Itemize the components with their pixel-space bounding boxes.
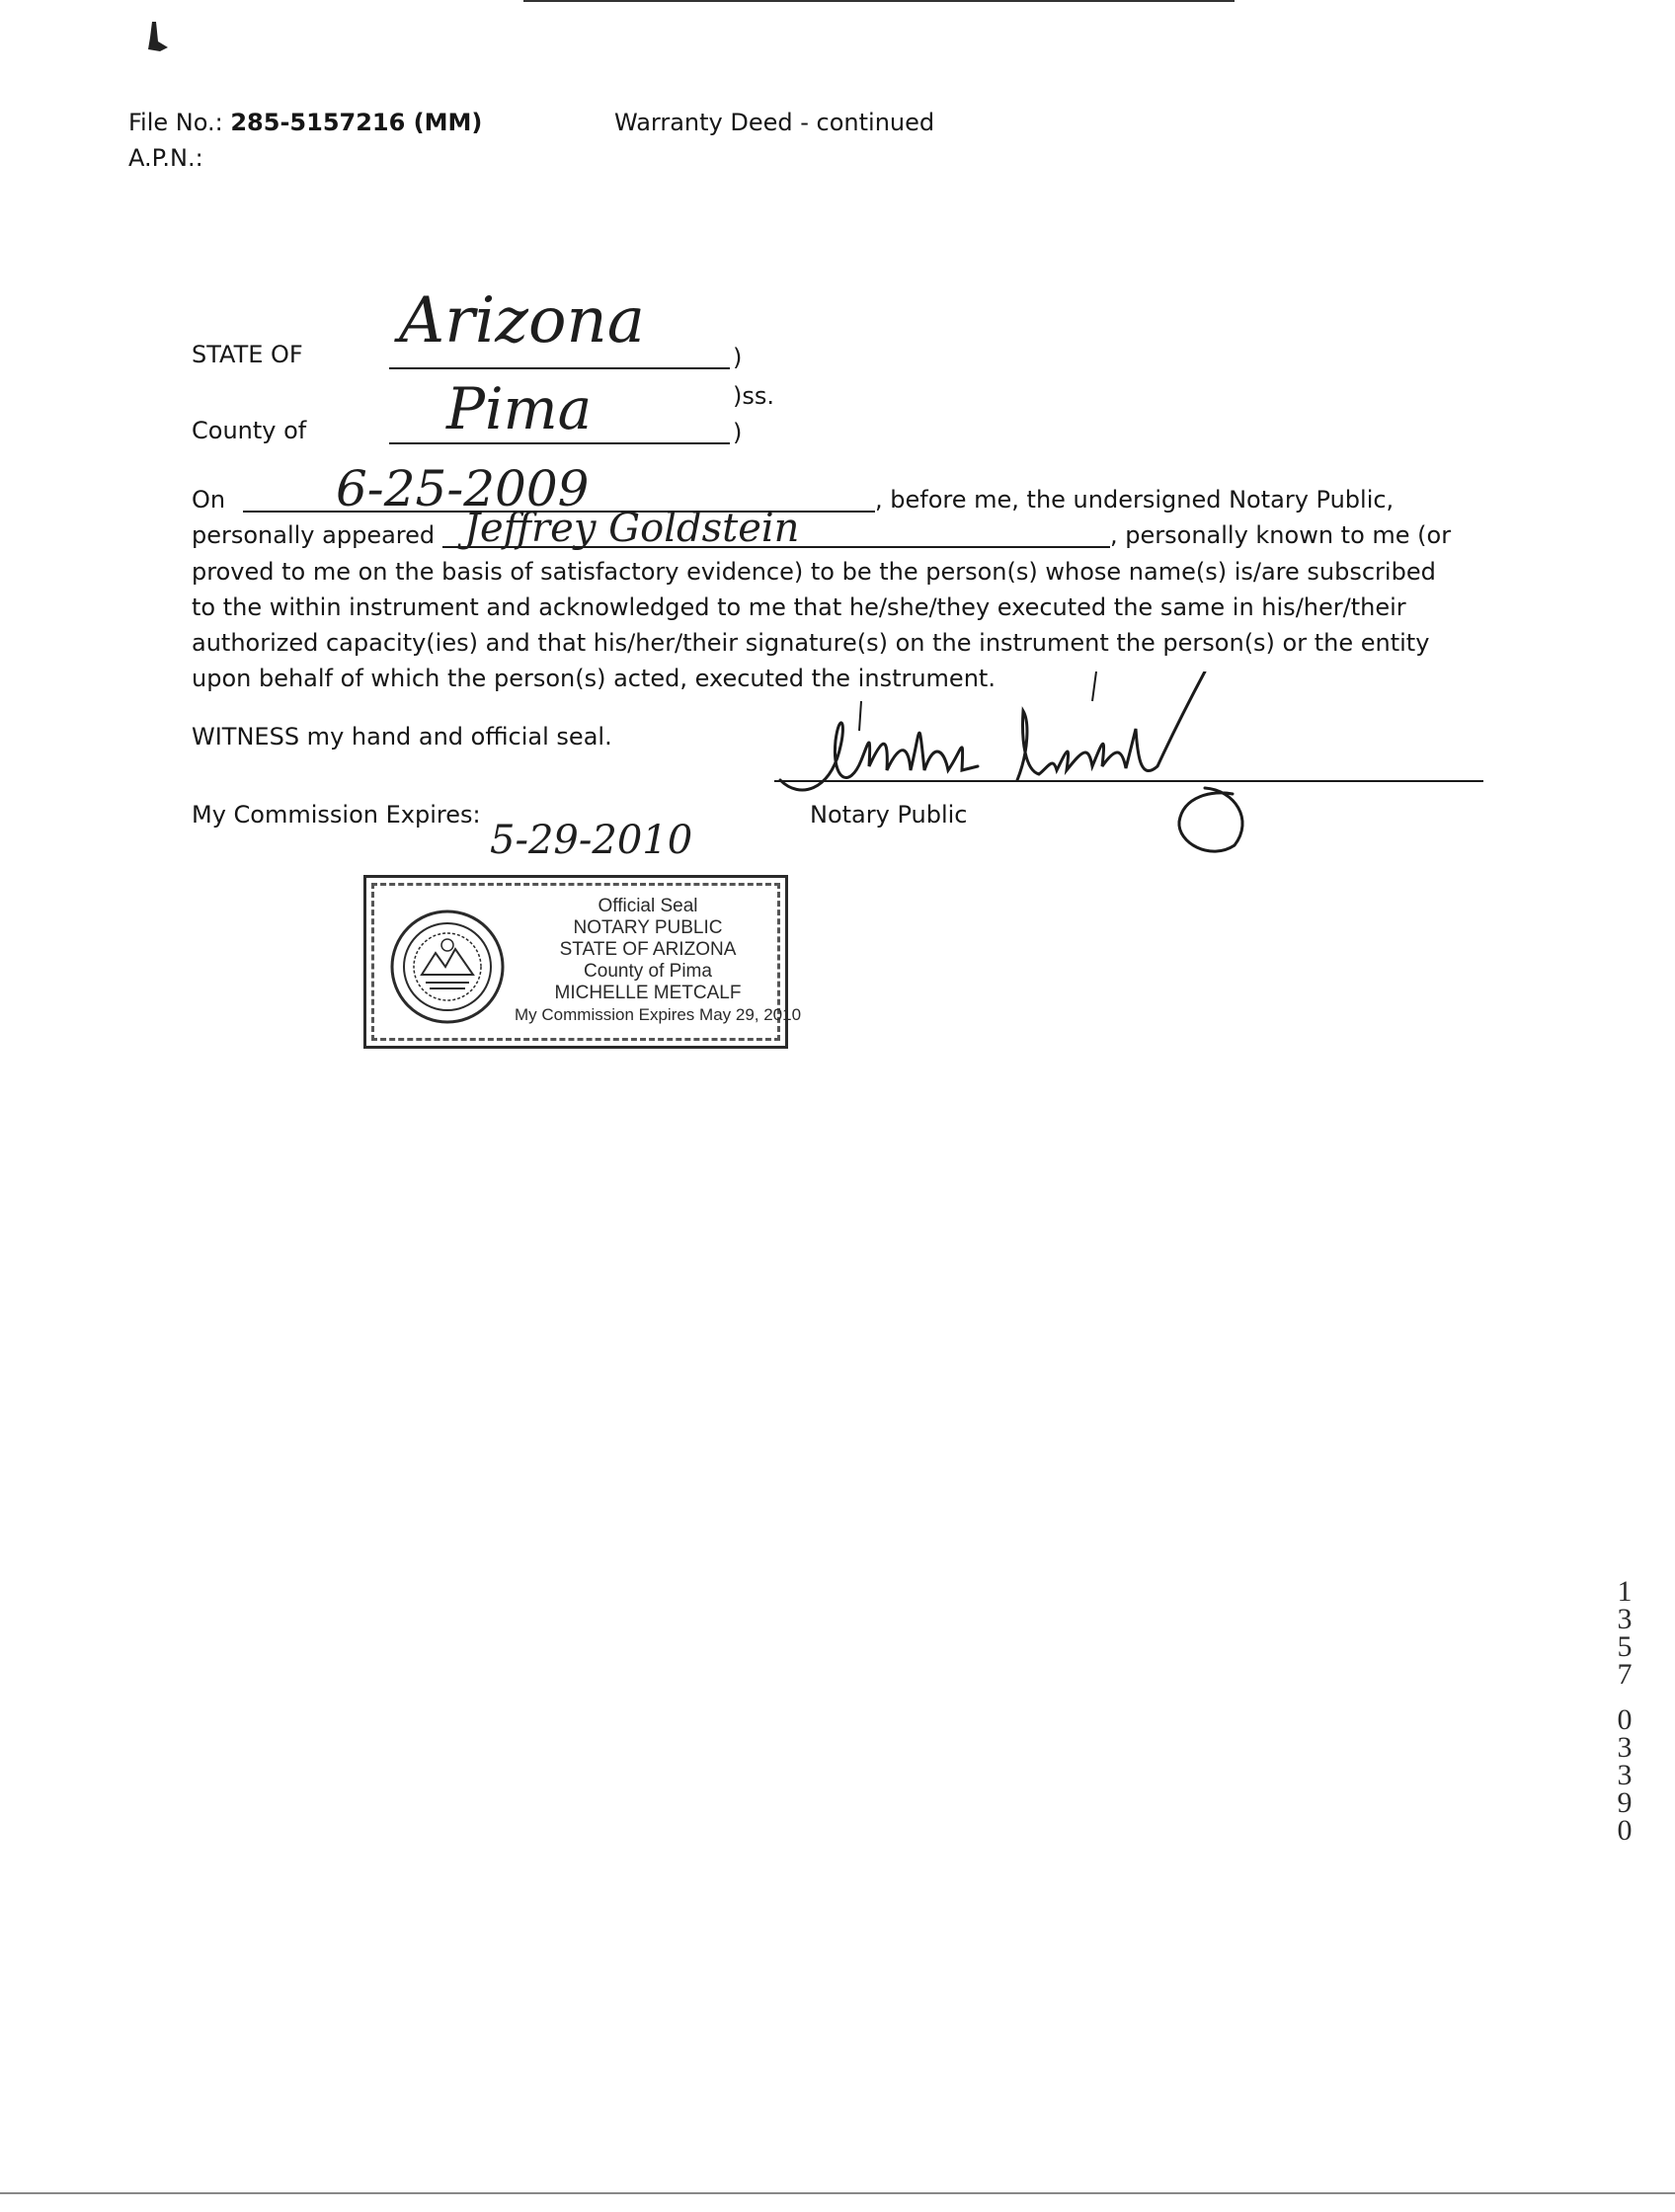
recording-digit: 0 [1617,1703,1633,1736]
file-number-line [128,106,482,139]
county-underline [389,442,730,444]
file-number-value: 285-5157216 (MM) [230,109,483,136]
person-handwritten: Jeffrey Goldstein [464,506,800,551]
stamp-text-block [515,896,802,1026]
scan-edge-bottom [0,2192,1675,2194]
apn-label: A.P.N.: [128,144,203,172]
commission-expires-label: My Commission Expires: [192,801,481,829]
county-label: County of [192,417,307,444]
stamp-line-2: NOTARY PUBLIC [573,917,723,938]
state-paren: ) [733,344,743,371]
recording-digit: 1 [1617,1575,1633,1608]
personally-known-text: , personally known to me (or [1110,521,1452,549]
county-handwritten: Pima [446,375,593,442]
ack-line-4: to the within instrument and acknowledged to me that he/she/they executed the same in his/her/their [192,593,1406,621]
notary-stamp [363,875,802,1049]
stamp-line-1: Official Seal [598,896,698,916]
recording-digit: 7 [1617,1658,1633,1691]
recording-digit: 0 [1617,1814,1633,1847]
state-underline [389,367,730,369]
document-title: Warranty Deed - continued [614,109,935,136]
ack-line-6: upon behalf of which the person(s) acted, executed the instrument. [192,665,996,692]
scan-speck-icon [138,18,188,57]
witness-text: WITNESS my hand and official seal. [192,723,612,750]
stamp-line-3: STATE OF ARIZONA [559,939,737,960]
on-label: On [192,486,226,514]
before-me-text: , before me, the undersigned Notary Public, [875,486,1395,514]
file-number-label: File No.: [128,109,223,136]
personally-appeared-label: personally appeared [192,521,436,549]
stamp-line-5: MICHELLE METCALF [554,983,742,1003]
commission-date-handwritten: 5-29-2010 [490,818,693,863]
stamp-line-4: County of Pima [584,961,712,982]
recording-digit: 5 [1617,1630,1633,1663]
recording-digit: 3 [1617,1603,1633,1635]
notary-public-label: Notary Public [810,801,968,829]
scan-edge-top [523,0,1235,2]
ack-line-5: authorized capacity(ies) and that his/her/their signature(s) on the instrument the person(s) or the entity [192,629,1430,657]
state-label: STATE OF [192,341,303,368]
recording-number-vertical [1613,1575,1636,1847]
recording-digit: 3 [1617,1731,1633,1764]
stamp-line-6: My Commission Expires May 29, 2010 [515,1005,802,1024]
recording-digit: 3 [1617,1759,1633,1791]
ss-mark: )ss. [733,382,774,410]
date-handwritten: 6-25-2009 [336,460,590,517]
ack-line-3: proved to me on the basis of satisfactory evidence) to be the person(s) whose name(s) is/are subscribed [192,558,1436,586]
arizona-seal-icon [388,908,507,1026]
state-handwritten: Arizona [399,284,645,357]
recording-digit: 9 [1617,1786,1633,1819]
county-paren: ) [733,419,743,446]
